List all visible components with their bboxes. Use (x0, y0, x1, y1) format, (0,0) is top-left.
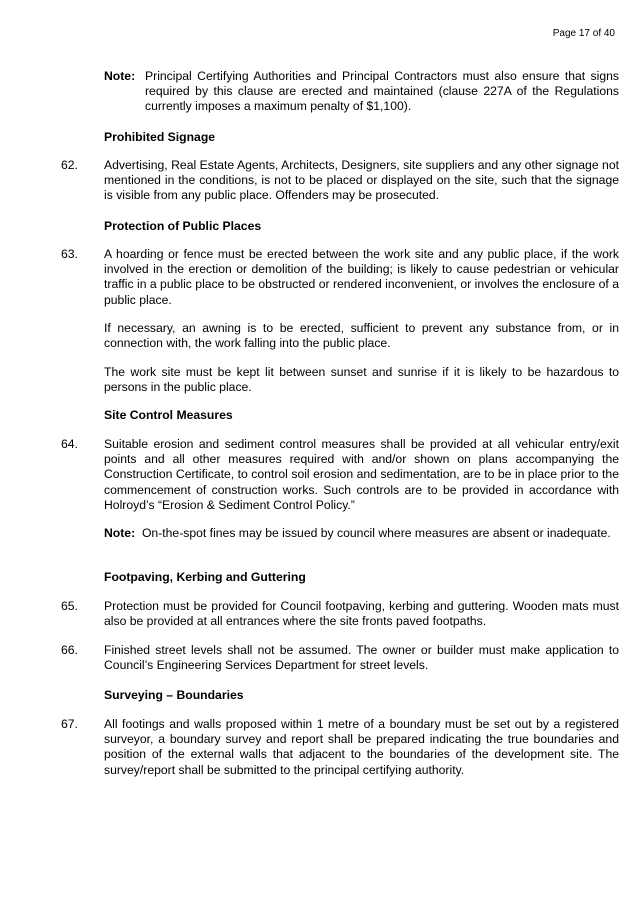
section-heading: Protection of Public Places (104, 219, 262, 233)
clause-number: 66. (61, 643, 78, 657)
clause-number: 62. (61, 158, 78, 172)
clause-number: 63. (61, 247, 78, 261)
section-heading: Surveying – Boundaries (104, 688, 244, 702)
note-block (104, 69, 619, 117)
clause-text: Protection must be provided for Council footpaving, kerbing and guttering. Wooden mats must also be provided at all entrances where the site fronts paved footpaths. (104, 599, 619, 629)
clause-number: 67. (61, 717, 78, 731)
note-paragraph (104, 526, 619, 541)
clause-text: Suitable erosion and sediment control measures shall be provided at all vehicular entry/exit points and all other measures required with and/or shown on plans accompanying the Construction Certificate, to control soil erosion and sedimentation, are to be in place prior to the commencement of construction works. Such controls are to be provided in accordance with Holroyd’s “Erosion & Sediment Control Policy.” (104, 437, 619, 512)
clause-number: 65. (61, 599, 78, 613)
section-heading: Site Control Measures (104, 408, 233, 422)
note-text: Principal Certifying Authorities and Principal Contractors must also ensure that signs required by this clause are erected and maintained (clause 227A of the Regulations currently imposes a maximum penalty of $1,100). (145, 69, 619, 114)
clause-paragraph: If necessary, an awning is to be erected, sufficient to prevent any substance from, or in connection with, the work falling into the public place. (104, 321, 619, 351)
clause-paragraph: The work site must be kept lit between sunset and sunrise if it is likely to be hazardous to persons in the public place. (104, 365, 619, 395)
note-text: On-the-spot fines may be issued by council where measures are absent or inadequate. (141, 526, 611, 540)
clause-number: 64. (61, 437, 78, 451)
clause-text: All footings and walls proposed within 1 metre of a boundary must be set out by a registered surveyor, a boundary survey and report shall be prepared indicating the true boundaries and position of the external walls that adjacent to the boundaries of the development site. The survey/report shall be submitted to the principal certifying authority. (104, 717, 619, 777)
section-heading: Footpaving, Kerbing and Guttering (104, 570, 306, 584)
clause-text: A hoarding or fence must be erected between the work site and any public place, if the work involved in the erection or demolition of the building; is likely to cause pedestrian or vehicular traffic in a public place to be obstructed or rendered inconvenient, or involves the enclosure of a public place. (104, 247, 619, 307)
section-heading: Prohibited Signage (104, 130, 216, 144)
note-label: Note: (104, 526, 136, 540)
page-number: Page 17 of 40 (552, 28, 615, 39)
clause-text: Advertising, Real Estate Agents, Architects, Designers, site suppliers and any other signage not mentioned in the conditions, is not to be placed or displayed on the site, such that the signage is visible from any public place. Offenders may be prosecuted. (104, 158, 619, 203)
note-label: Note: (104, 69, 136, 83)
clause-text: Finished street levels shall not be assumed. The owner or builder must make application to Council’s Engineering Services Department for street levels. (104, 643, 619, 673)
